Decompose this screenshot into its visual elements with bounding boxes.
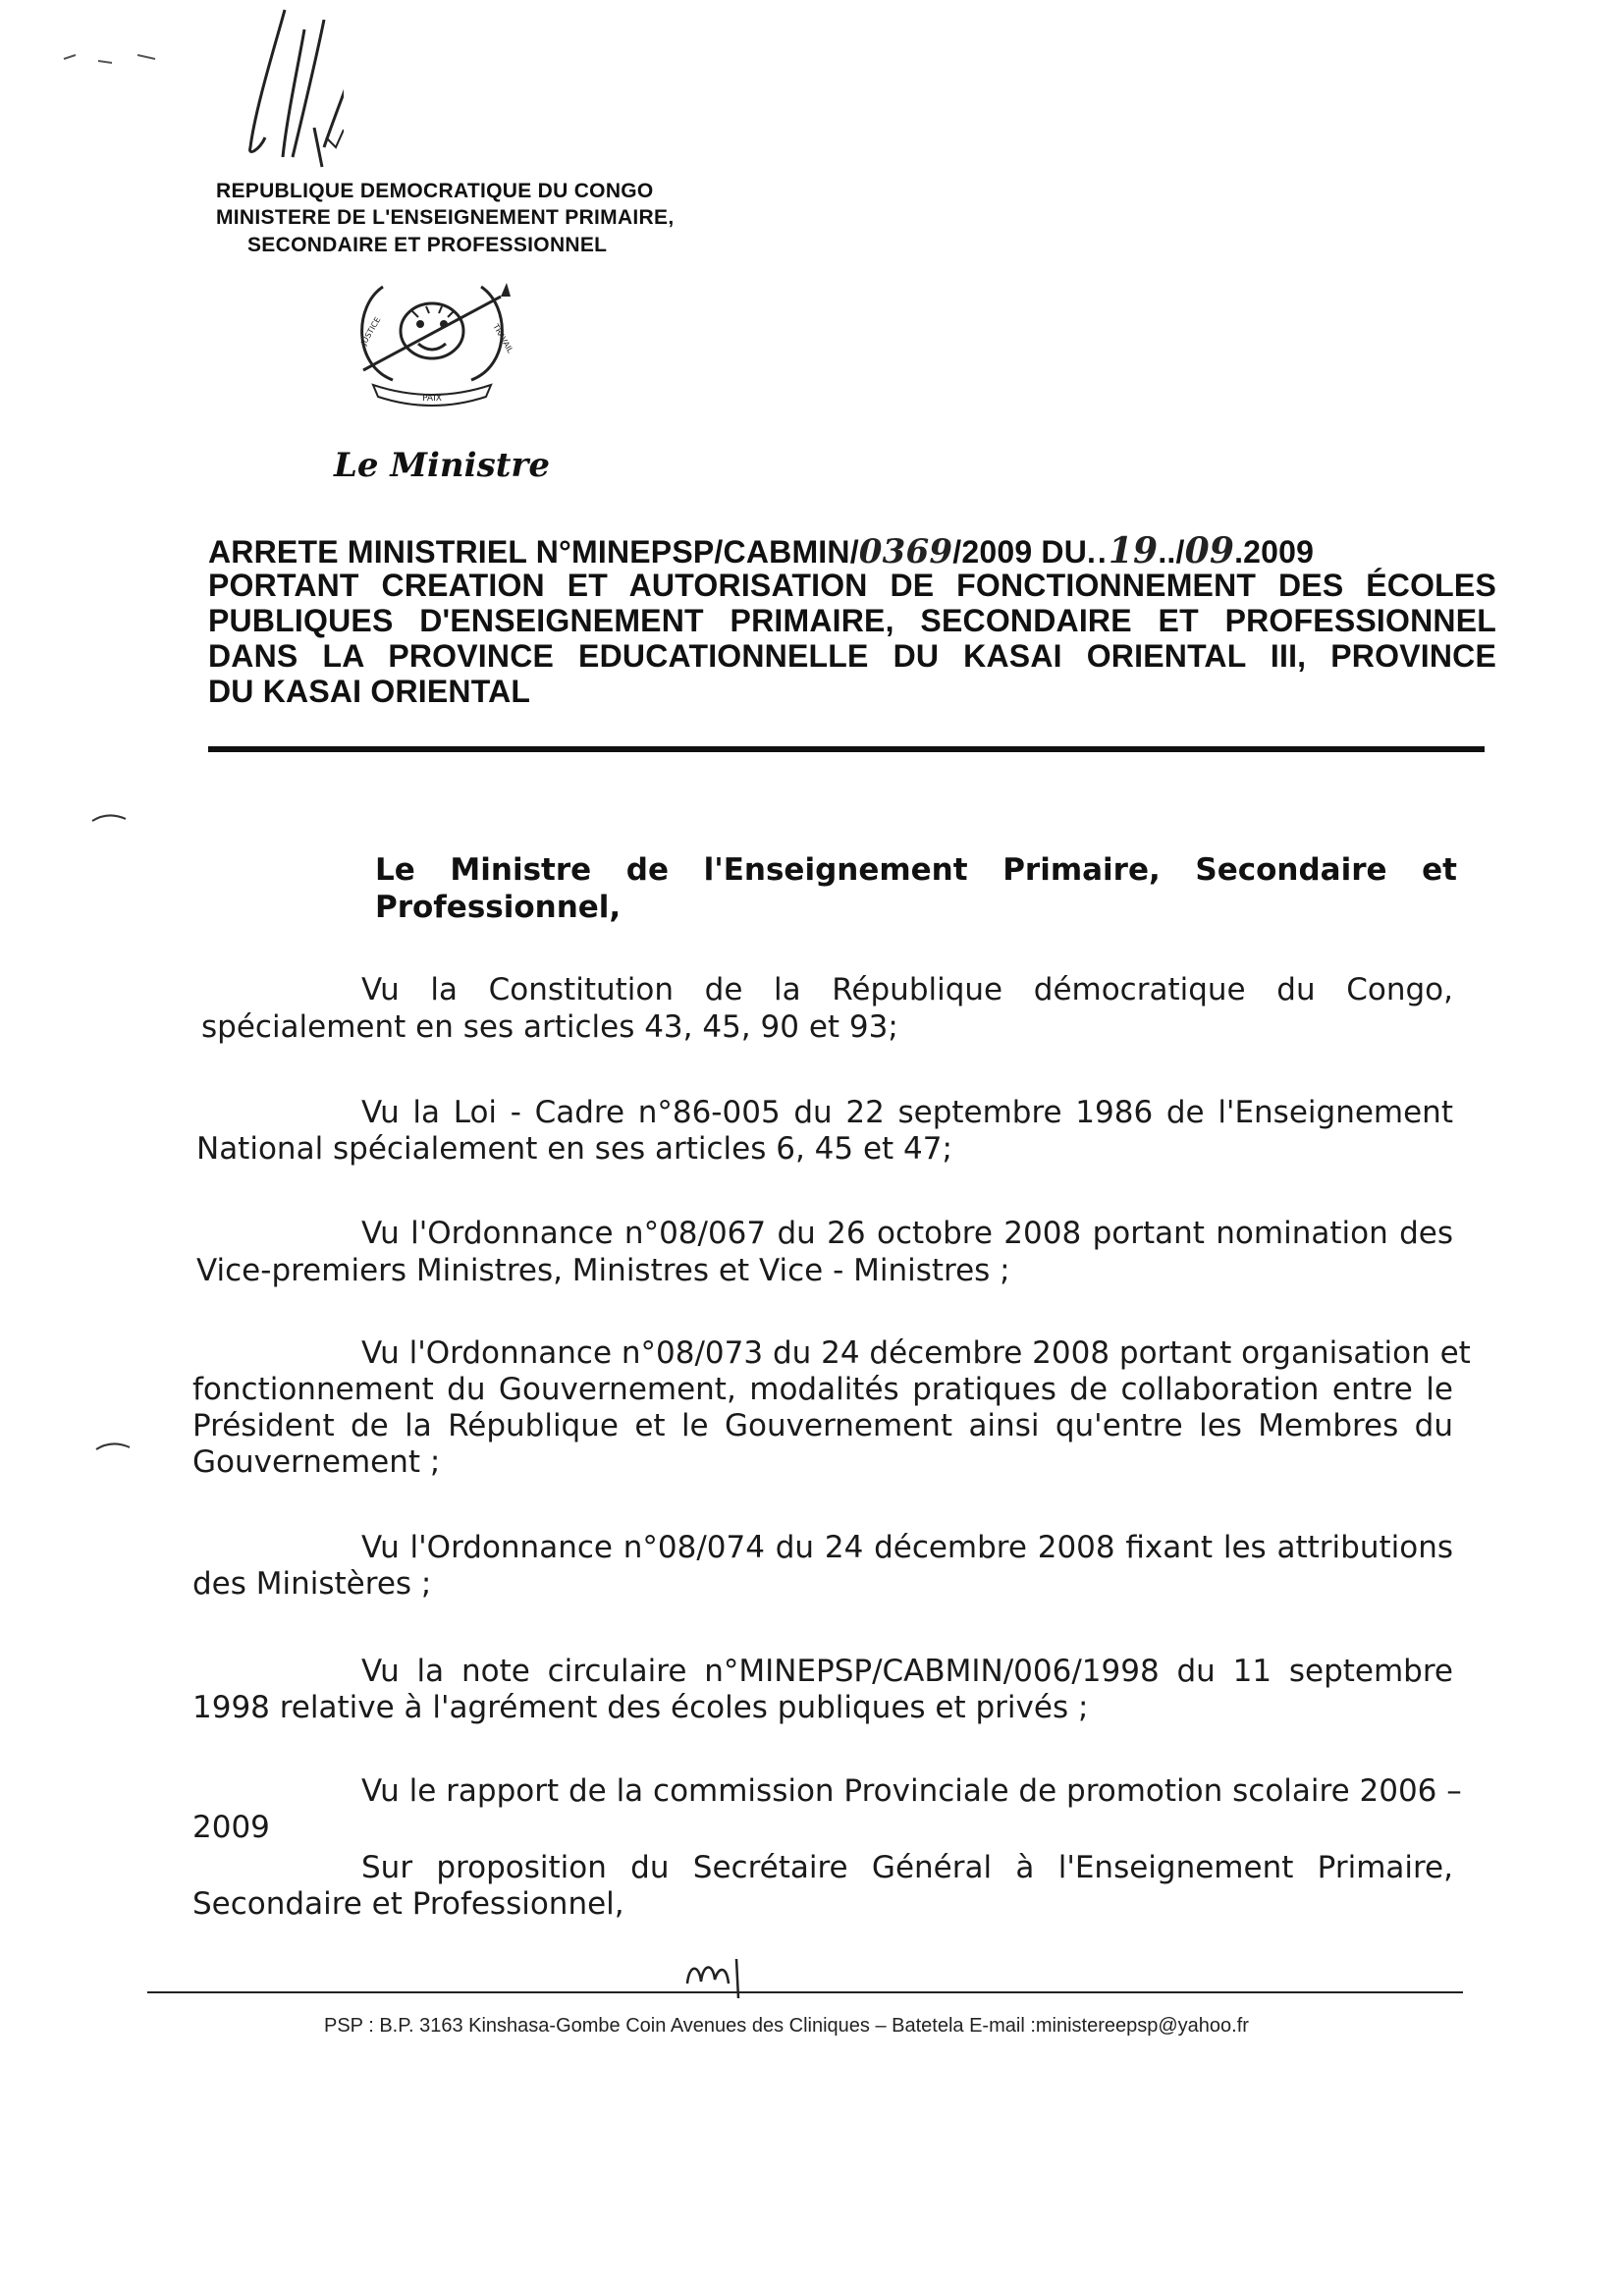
minister-heading-line-1: Le Ministre de l'Enseignement Primaire, Secondaire et (375, 852, 1457, 888)
footer-rule (147, 1991, 1463, 1993)
consideration-4-line-3: Président de la République et le Gouvernement ainsi qu'entre les Membres du (192, 1408, 1453, 1443)
title-underline (208, 746, 1485, 752)
consideration-2-first: Vu la Loi - Cadre n°86-005 du 22 septembre 1986 de l'Enseignement (361, 1095, 1453, 1130)
svg-text:JUSTICE: JUSTICE (358, 315, 383, 347)
decree-reference: ARRETE MINISTRIEL N°MINEPSP/CABMIN/0369/2009 DU..19../09.2009 (208, 530, 1315, 571)
consideration-2-last: National spécialement en ses articles 6, 45 et 47; (196, 1131, 952, 1167)
handwritten-month: 09 (1184, 530, 1235, 571)
consideration-3-first: Vu l'Ordonnance n°08/067 du 26 octobre 2008 portant nomination des (361, 1216, 1453, 1251)
margin-mark-1 (90, 811, 130, 825)
footer-address: PSP : B.P. 3163 Kinshasa-Gombe Coin Avenues des Cliniques – Batetela E-mail :ministereepsp@yahoo.fr (324, 2015, 1249, 2037)
coat-of-arms-emblem (324, 267, 540, 414)
handwritten-initials-footer (677, 1954, 766, 2003)
header-ministry: MINISTERE DE L'ENSEIGNEMENT PRIMAIRE, (216, 206, 675, 229)
consideration-7-last: 2009 (192, 1810, 270, 1845)
consideration-5-last: des Ministères ; (192, 1566, 432, 1602)
consideration-5-first: Vu l'Ordonnance n°08/074 du 24 décembre 2008 fixant les attributions (361, 1530, 1453, 1565)
consideration-1-first: Vu la Constitution de la République démocratique du Congo, (361, 972, 1453, 1007)
handwritten-mark-right (285, 20, 344, 177)
svg-text:TRAVAIL: TRAVAIL (491, 322, 515, 355)
header-republic: REPUBLIQUE DEMOCRATIQUE DU CONGO (216, 180, 654, 202)
svg-text:PAIX: PAIX (422, 394, 442, 404)
minister-heading-line-2: Professionnel, (375, 890, 622, 925)
decree-ref-middle: /2009 DU (952, 534, 1088, 570)
consideration-8-last: Secondaire et Professionnel, (192, 1886, 624, 1922)
decree-title-line-5: DU KASAI ORIENTAL (208, 674, 531, 709)
consideration-4-line-2: fonctionnement du Gouvernement, modalités pratiques de collaboration entre le (192, 1372, 1453, 1407)
signatory-title: Le Ministre (334, 446, 550, 485)
consideration-4-last: Gouvernement ; (192, 1444, 441, 1480)
decree-title-line-2: PORTANT CREATION ET AUTORISATION DE FONCTIONNEMENT DES ÉCOLES (208, 568, 1496, 603)
handwritten-decree-number: 0369 (858, 532, 953, 571)
consideration-7-first: Vu le rapport de la commission Provinciale de promotion scolaire 2006 – (361, 1773, 1462, 1809)
consideration-1-last: spécialement en ses articles 43, 45, 90 et 93; (201, 1009, 898, 1045)
decree-ref-suffix: .2009 (1234, 534, 1315, 570)
handwritten-day: 19 (1108, 530, 1159, 571)
consideration-3-last: Vice-premiers Ministres, Ministres et Vice - Ministres ; (196, 1253, 1010, 1288)
consideration-4-first: Vu l'Ordonnance n°08/073 du 24 décembre 2008 portant organisation et (361, 1335, 1471, 1371)
consideration-6-first: Vu la note circulaire n°MINEPSP/CABMIN/006/1998 du 11 septembre (361, 1654, 1453, 1689)
decree-title-line-3: PUBLIQUES D'ENSEIGNEMENT PRIMAIRE, SECONDAIRE ET PROFESSIONNEL (208, 603, 1496, 638)
consideration-6-last: 1998 relative à l'agrément des écoles publiques et privés ; (192, 1690, 1089, 1725)
consideration-8-first: Sur proposition du Secrétaire Général à l'Enseignement Primaire, (361, 1850, 1453, 1885)
decree-ref-prefix: ARRETE MINISTRIEL N°MINEPSP/CABMIN/ (208, 534, 859, 570)
decree-title-line-4: DANS LA PROVINCE EDUCATIONNELLE DU KASAI ORIENTAL III, PROVINCE (208, 638, 1496, 674)
header-ministry-cont: SECONDAIRE ET PROFESSIONNEL (247, 234, 608, 256)
margin-mark-2 (94, 1440, 134, 1453)
